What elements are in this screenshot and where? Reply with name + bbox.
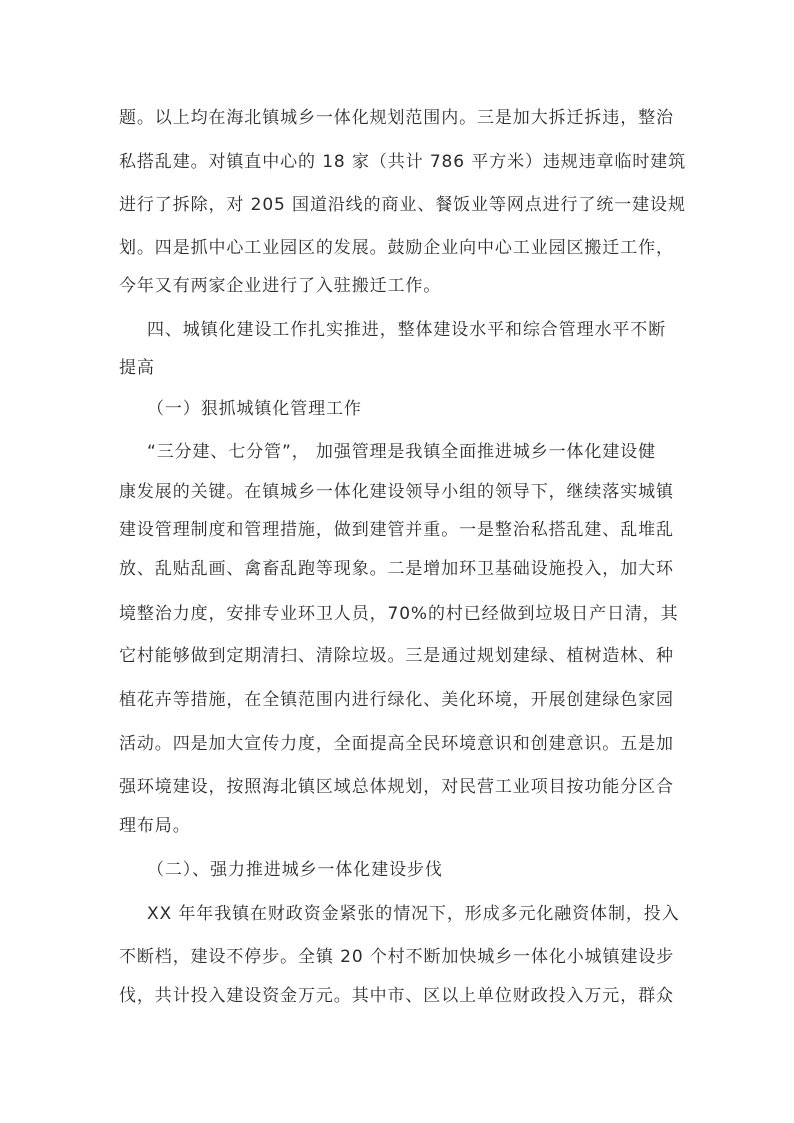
paragraph-line: 伐，共计投入建设资金万元。其中市、区以上单位财政投入万元，群众: [119, 986, 674, 1006]
paragraph-line: 私搭乱建。对镇直中心的 18 家（共计 786 平方米）违规违章临时建筑: [119, 152, 687, 172]
paragraph-line: 植花卉等措施，在全镇范围内进行绿化、美化环境，开展创建绿色家园: [119, 690, 674, 710]
subsection-heading: （一）狠抓城镇化管理工作: [147, 399, 362, 419]
subsection-heading: （二）、强力推进城乡一体化建设步伐: [147, 860, 443, 880]
paragraph-line: 进行了拆除，对 205 国道沿线的商业、餐饭业等网点进行了统一建设规: [119, 195, 686, 215]
paragraph-line: 康发展的关键。在镇城乡一体化建设领导小组的领导下，继续落实城镇: [119, 482, 674, 502]
paragraph-line: XX 年年我镇在财政资金紧张的情况下，形成多元化融资体制，投入: [147, 904, 680, 924]
paragraph-line: 今年又有两家企业进行了入驻搬迁工作。: [119, 276, 442, 296]
paragraph-line: 它村能够做到定期清扫、清除垃圾。三是通过规划建绿、植树造林、种: [119, 646, 674, 666]
section-heading-line: 提高: [119, 358, 155, 378]
paragraph-line: 理布局。: [119, 816, 191, 836]
paragraph-line: 不断档，建设不停步。全镇 20 个村不断加快城乡一体化小城镇建设步: [119, 947, 675, 967]
paragraph-line: 题。以上均在海北镇城乡一体化规划范围内。三是加大拆迁拆违，整治: [119, 108, 674, 128]
paragraph-line: 活动。四是加大宣传力度，全面提高全民环境意识和创建意识。五是加: [119, 734, 674, 754]
paragraph-line: 建设管理制度和管理措施，做到建管并重。一是整治私搭乱建、乱堆乱: [119, 520, 674, 540]
paragraph-line: 放、乱贴乱画、禽畜乱跑等现象。二是增加环卫基础设施投入，加大环: [119, 559, 674, 579]
paragraph-line: 划。四是抓中心工业园区的发展。鼓励企业向中心工业园区搬迁工作，: [119, 238, 674, 258]
paragraph-line: 境整治力度，安排专业环卫人员，70%的村已经做到垃圾日产日清，其: [119, 604, 679, 624]
paragraph-line: 强环境建设，按照海北镇区域总体规划，对民营工业项目按功能分区合: [119, 777, 674, 797]
paragraph-line: “三分建、七分管”， 加强管理是我镇全面推进城乡一体化建设健: [147, 442, 657, 462]
section-heading-line: 四、城镇化建设工作扎实推进，整体建设水平和综合管理水平不断: [147, 320, 667, 340]
